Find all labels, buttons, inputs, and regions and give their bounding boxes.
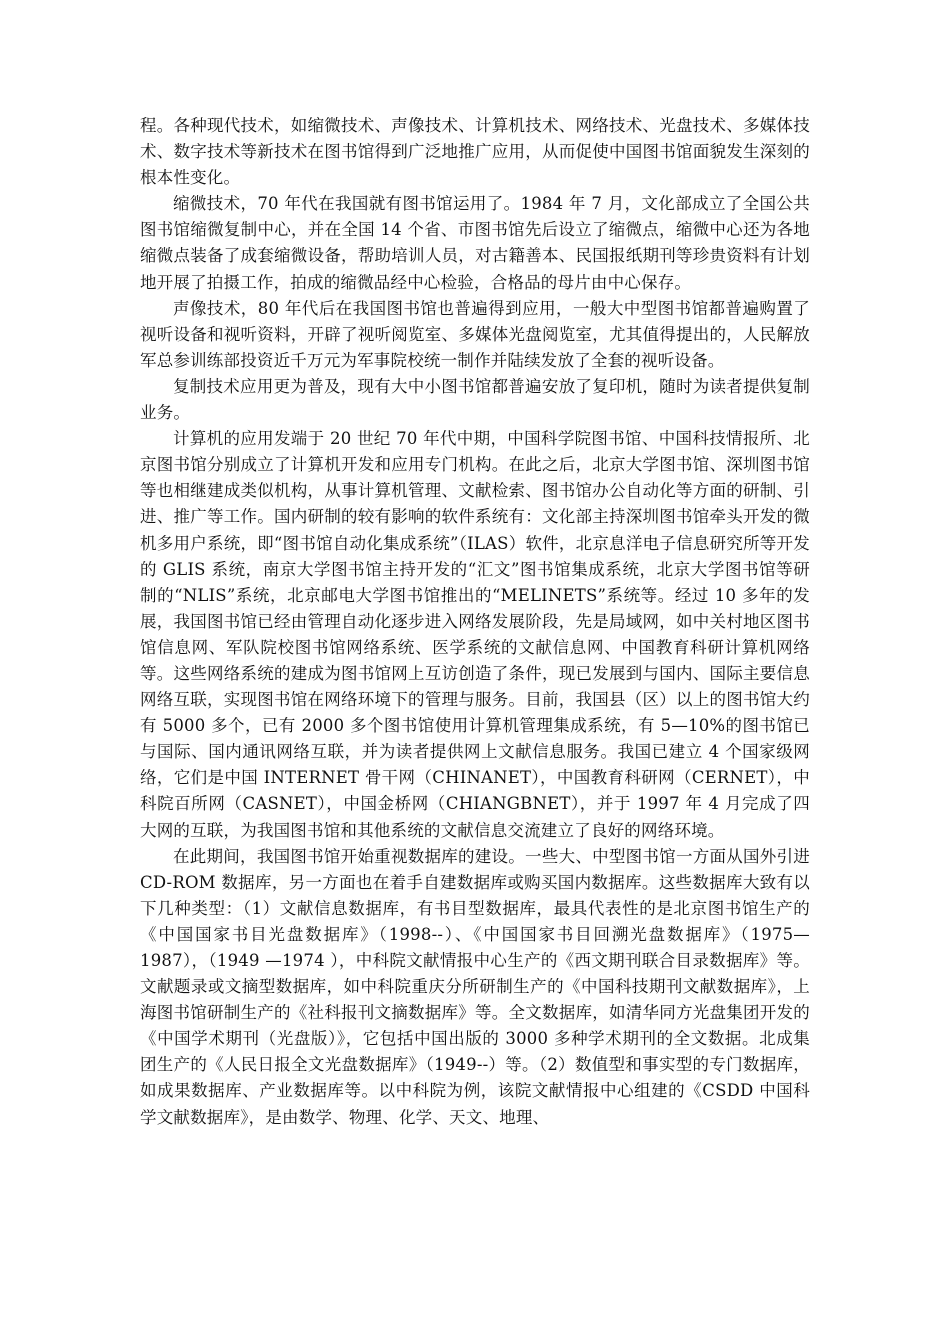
- document-page: [140, 113, 810, 1131]
- paragraph-computer: 计算机的应用发端于 20 世纪 70 年代中期，中国科学院图书馆、中国科技情报所、北京图书馆分别成立了计算机开发和应用专门机构。在此之后，北京大学图书馆、深圳图书馆等也相继建成类似机构，从事计算机管理、文献检索、图书馆办公自动化等方面的研制、引进、推广等工作。国内研制的较有影响的软件系统有：文化部主持深圳图书馆牵头开发的微机多用户系统，即“图书馆自动化集成系统”（ILAS）软件，北京息洋电子信息研究所等开发的 GLIS 系统，南京大学图书馆主持开发的“汇文”图书馆集成系统，北京大学图书馆等研制的“NLIS”系统，北京邮电大学图书馆推出的“MELINETS”系统等。经过 10 多年的发展，我国图书馆已经由管理自动化逐步进入网络发展阶段，先是局域网，如中关村地区图书馆信息网、军队院校图书馆网络系统、医学系统的文献信息网、中国教育科研计算机网络等。这些网络系统的建成为图书馆网上互访创造了条件，现已发展到与国内、国际主要信息网络互联，实现图书馆在网络环境下的管理与服务。目前，我国县（区）以上的图书馆大约有 5000 多个，已有 2000 多个图书馆使用计算机管理集成系统，有 5—10%的图书馆已与国际、国内通讯网络互联，并为读者提供网上文献信息服务。我国已建立 4 个国家级网络，它们是中国 INTERNET 骨干网（CHINANET），中国教育科研网（CERNET），中科院百所网（CASNET），中国金桥网（CHIANGBNET），并于 1997 年 4 月完成了四大网的互联，为我国图书馆和其他系统的文献信息交流建立了良好的网络环境。: [140, 429, 810, 840]
- paragraph-database: 在此期间，我国图书馆开始重视数据库的建设。一些大、中型图书馆一方面从国外引进 CD-ROM 数据库，另一方面也在着手自建数据库或购买国内数据库。这些数据库大致有以下几种类型：（1）文献信息数据库，有书目型数据库，最具代表性的是北京图书馆生产的《中国国家书目光盘数据库》（1998--）、《中国国家书目回溯光盘数据库》（1975—1987），（1949 —1974 ），中科院文献情报中心生产的《西文期刊联合目录数据库》等。文献题录或文摘型数据库，如中科院重庆分所研制生产的《中国科技期刊文献数据库》，上海图书馆研制生产的《社科报刊文摘数据库》等。全文数据库，如清华同方光盘集团开发的《中国学术期刊（光盘版）》，它包括中国出版的 3000 多种学术期刊的全文数据。北成集团生产的《人民日报全文光盘数据库》（1949--）等。（2）数值型和事实型的专门数据库，如成果数据库、产业数据库等。以中科院为例，该院文献情报中心组建的《CSDD 中国科学文献数据库》，是由数学、物理、化学、天文、地理、: [140, 846, 810, 1127]
- paragraph-continuation: 程。各种现代技术，如缩微技术、声像技术、计算机技术、网络技术、光盘技术、多媒体技术、数字技术等新技术在图书馆得到广泛地推广应用，从而促使中国图书馆面貌发生深刻的根本性变化。: [140, 116, 810, 188]
- paragraph-microfilm: 缩微技术，70 年代在我国就有图书馆运用了。1984 年 7 月，文化部成立了全国公共图书馆缩微复制中心，并在全国 14 个省、市图书馆先后设立了缩微点，缩微中心还为各地缩微点装备了成套缩微设备，帮助培训人员，对古籍善本、民国报纸期刊等珍贵资料有计划地开展了拍摄工作，拍成的缩微品经中心检验，合格品的母片由中心保存。: [140, 194, 810, 292]
- paragraph-audiovisual: 声像技术，80 年代后在我国图书馆也普遍得到应用，一般大中型图书馆都普遍购置了视听设备和视听资料，开辟了视听阅览室、多媒体光盘阅览室，尤其值得提出的，人民解放军总参训练部投资近千万元为军事院校统一制作并陆续发放了全套的视听设备。: [140, 298, 810, 370]
- paragraph-copying: 复制技术应用更为普及，现有大中小图书馆都普遍安放了复印机，随时为读者提供复制业务。: [140, 376, 810, 423]
